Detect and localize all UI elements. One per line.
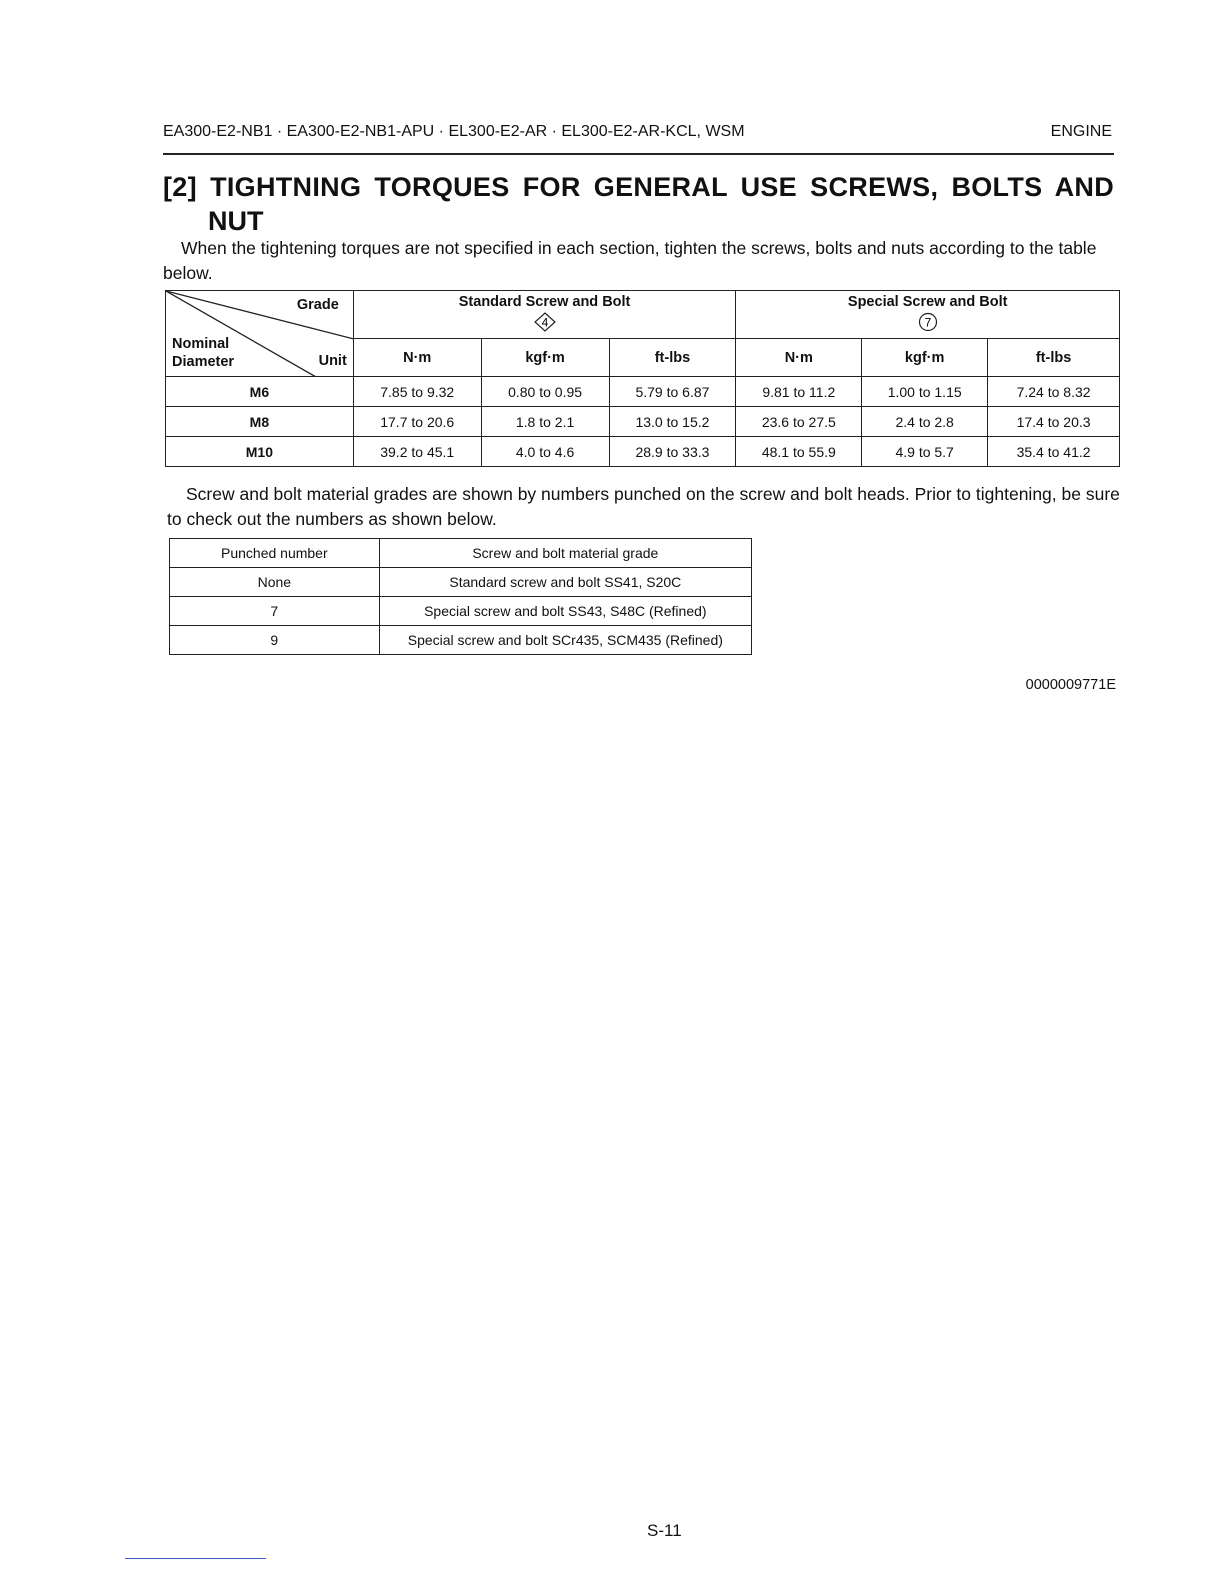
table-cell: 48.1 to 55.9 <box>736 437 862 467</box>
row-label-diameter: M6 <box>166 377 354 407</box>
section-title-continued: NUT <box>208 206 264 236</box>
page-number: S-11 <box>647 1521 682 1540</box>
corner-nominal-diameter-label <box>172 335 234 371</box>
table-cell: 17.4 to 20.3 <box>988 407 1120 437</box>
table-row <box>166 377 1120 407</box>
group-label-special: Special Screw and Bolt <box>847 293 1008 310</box>
table-header-row <box>170 539 752 568</box>
circle-mark-number: 7 <box>924 315 932 329</box>
circle-mark-7 <box>917 312 939 332</box>
group-header-standard <box>353 291 736 339</box>
table-cell: 23.6 to 27.5 <box>736 407 862 437</box>
corner-grade-label: Grade <box>296 297 339 313</box>
diamond-mark-4 <box>534 312 556 332</box>
table-cell: Standard screw and bolt SS41, S20C <box>379 568 751 597</box>
table-cell: Special screw and bolt SS43, S48C (Refined) <box>379 597 751 626</box>
intro-paragraph: When the tightening torques are not specified in each section, tighten the screws, bolts and nuts according to the table below. <box>163 238 1097 283</box>
table-cell: 9.81 to 11.2 <box>736 377 862 407</box>
unit-header: kgf·m <box>862 339 988 377</box>
row-label-diameter: M10 <box>166 437 354 467</box>
table-cell: 1.8 to 2.1 <box>481 407 609 437</box>
running-header-models: EA300-E2-NB1 · EA300-E2-NB1-APU · EL300-E2-AR · EL300-E2-AR-KCL, WSM <box>163 123 745 140</box>
unit-header: N·m <box>353 339 481 377</box>
footer-line <box>125 1558 266 1559</box>
table-cell: 1.00 to 1.15 <box>862 377 988 407</box>
table-row <box>166 407 1120 437</box>
row-label-diameter: M8 <box>166 407 354 437</box>
table-cell: 35.4 to 41.2 <box>988 437 1120 467</box>
table-cell: 7.24 to 8.32 <box>988 377 1120 407</box>
column-header: Punched number <box>170 539 380 568</box>
header-rule <box>163 153 1114 155</box>
section-title: [2] TIGHTNING TORQUES FOR GENERAL USE SCREWS, BOLTS AND <box>163 172 1114 202</box>
table-cell: 28.9 to 33.3 <box>609 437 736 467</box>
grade-note-paragraph: Screw and bolt material grades are shown by numbers punched on the screw and bolt heads. Prior to tightening, be sure to check out the numbers as shown below. <box>167 484 1120 529</box>
corner-diameter-label: Diameter <box>172 354 235 370</box>
column-header: Screw and bolt material grade <box>379 539 751 568</box>
table-cell: 0.80 to 0.95 <box>481 377 609 407</box>
table-cell: 7 <box>170 597 380 626</box>
table-row <box>166 437 1120 467</box>
table-cell: 7.85 to 9.32 <box>353 377 481 407</box>
table-cell: 39.2 to 45.1 <box>353 437 481 467</box>
table-cell: Special screw and bolt SCr435, SCM435 (Refined) <box>379 626 751 655</box>
document-code: 0000009771E <box>1025 677 1116 693</box>
table-row <box>170 626 752 655</box>
table-cell: None <box>170 568 380 597</box>
unit-header: N·m <box>736 339 862 377</box>
diamond-mark-number: 4 <box>541 315 548 329</box>
table-row <box>170 568 752 597</box>
table-cell: 5.79 to 6.87 <box>609 377 736 407</box>
table-cell: 4.9 to 5.7 <box>862 437 988 467</box>
corner-unit-label: Unit <box>318 353 347 369</box>
material-grade-table <box>169 538 752 655</box>
table-cell: 13.0 to 15.2 <box>609 407 736 437</box>
table-cell: 17.7 to 20.6 <box>353 407 481 437</box>
corner-nominal-label: Nominal <box>172 336 230 352</box>
unit-header: ft-lbs <box>609 339 736 377</box>
torque-table <box>165 290 1120 467</box>
diamond-outline-icon <box>534 312 556 336</box>
table-row <box>170 597 752 626</box>
table-corner-header <box>166 291 354 377</box>
unit-header: ft-lbs <box>988 339 1120 377</box>
group-header-special <box>736 291 1120 339</box>
table-cell: 4.0 to 4.6 <box>481 437 609 467</box>
running-header-section: ENGINE <box>1050 123 1112 140</box>
unit-header: kgf·m <box>481 339 609 377</box>
circle-outline-icon <box>917 312 939 336</box>
table-cell: 9 <box>170 626 380 655</box>
group-label-standard: Standard Screw and Bolt <box>458 293 631 310</box>
table-cell: 2.4 to 2.8 <box>862 407 988 437</box>
